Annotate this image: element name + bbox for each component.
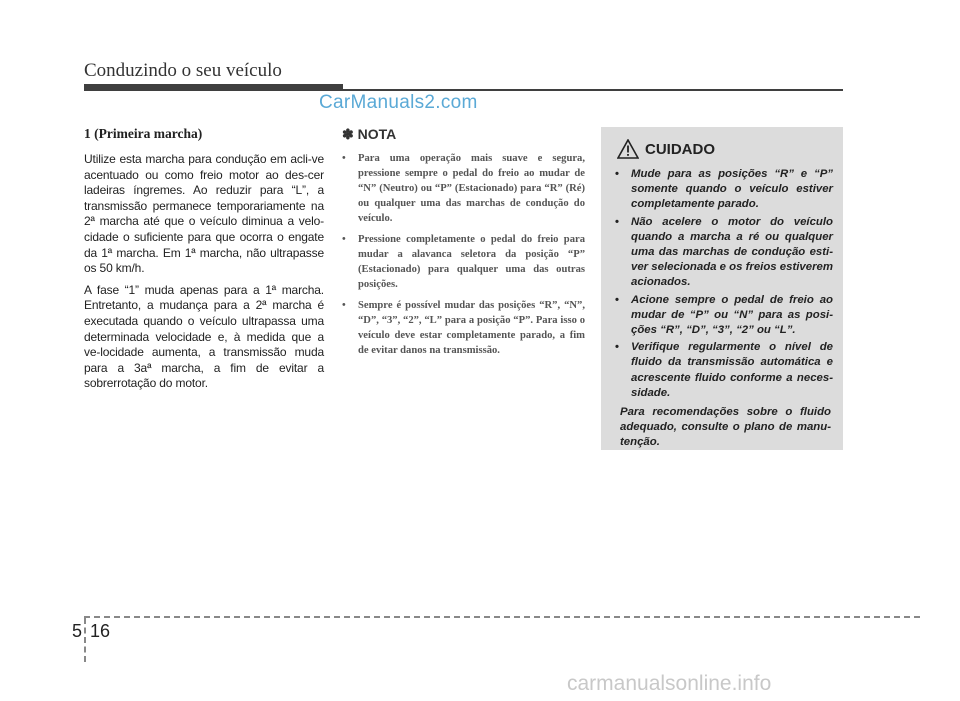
caution-title: CUIDADO	[645, 140, 715, 158]
caution-item: • Verifique regularmente o nível de fluido da transmissão automática e acrescente fluido conforme a neces-sidade.	[615, 341, 833, 399]
caution-item: • Mude para as posições “R” e “P” somente quando o veículo estiver completamente parado.	[615, 168, 833, 211]
section-first-gear	[84, 126, 324, 398]
nota-item: • Para uma operação mais suave e segura, pressione sempre o pedal do freio ao mudar de “N” (Neutro) ou “P” (Estacionado) para “R” (Ré) ou qualquer uma das marchas de condução do veículo.	[342, 153, 585, 224]
watermark-bottom: carmanualsonline.info	[567, 672, 772, 695]
watermark-top: CarManuals2.com	[319, 92, 478, 113]
nota-item: • Pressione completamente o pedal do freio para mudar a alavanca seletora da posição “P” (Estacionado) para qualquer uma das outras posições.	[342, 234, 585, 290]
section-heading: 1 (Primeira marcha)	[84, 126, 203, 141]
nota-heading	[342, 126, 585, 143]
asterisk-icon: ✽	[342, 126, 354, 142]
warning-triangle-icon	[617, 139, 639, 159]
footer-rule	[84, 616, 920, 618]
nota-section	[342, 126, 585, 364]
nota-list	[342, 151, 585, 358]
chapter-number: 5	[72, 621, 83, 641]
chapter-title: Conduzindo o seu veículo	[84, 60, 282, 81]
caution-box	[601, 127, 843, 450]
paragraph-2: A fase “1” muda apenas para a 1ª marcha. Entretanto, a mudança para a 2ª marcha é executada quando o veículo ultrapassa uma determinada velocidade e, à medida que a ve-locidade aumenta, a transmissão muda para a 3aª marcha, a fim de evitar a sobrerrotação do motor.	[84, 282, 324, 391]
caution-heading	[617, 139, 833, 159]
header-rule	[343, 89, 843, 91]
caution-list	[611, 167, 833, 401]
header-bar	[84, 84, 343, 91]
caution-item: • Acione sempre o pedal de freio ao mudar de “P” ou “N” para as posi-ções “R”, “D”, “3”, “2” ou “L”.	[615, 293, 833, 337]
paragraph-1: Utilize esta marcha para condução em acli-ve acentuado ou como freio motor ao des-cer ladeiras íngremes. Ao reduzir para “L”, a transmissão permanece temporariamente na 2ª marcha até que o veículo diminua a velo-cidade o suficiente para que ocorra o engate da 1ª marcha. Em 1ª marcha, não ultrapasse os 50 km/h.	[84, 152, 324, 276]
footer-divider	[84, 618, 86, 662]
page-number: 16	[90, 621, 111, 641]
caution-note: Para recomendações sobre o fluido adequado, consulte o plano de manu-tenção.	[620, 406, 831, 449]
caution-item: • Não acelere o motor do veículo quando a marcha a ré ou qualquer uma das marchas de condução esti-ver selecionada e os freios estiverem acionados.	[615, 215, 833, 289]
nota-item: • Sempre é possível mudar das posições “R”, “N”, “D”, “3”, “2”, “L” para a posição “P”. Para isso o veículo deve estar completamente parado, a fim de evitar danos na transmissão.	[342, 300, 585, 356]
nota-title: NOTA	[357, 126, 397, 142]
